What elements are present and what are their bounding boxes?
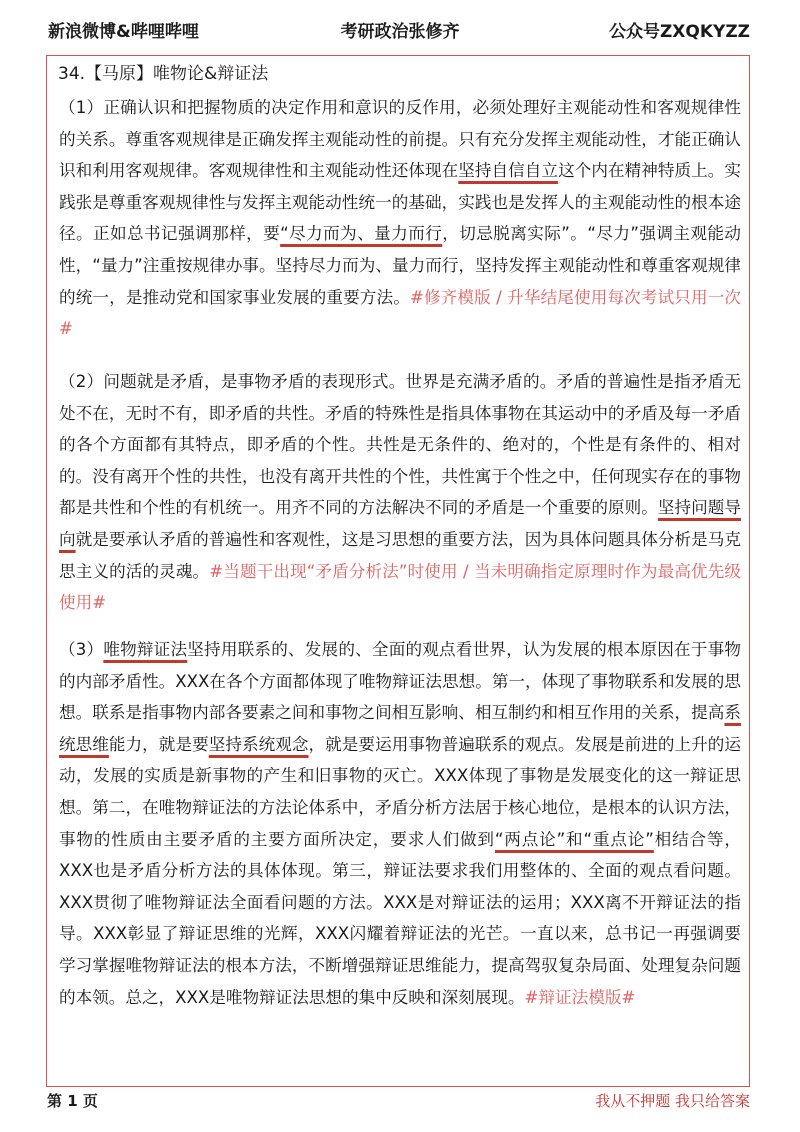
underlined-phrase: 唯物辩证法 bbox=[103, 640, 188, 659]
paragraph-3 bbox=[59, 634, 741, 1013]
header-left: 新浪微博&哔哩哔哩 bbox=[48, 22, 199, 42]
header-center: 考研政治张修齐 bbox=[340, 22, 460, 42]
template-note: #辩证法模版# bbox=[524, 987, 636, 1007]
text-segment: 坚持用联系的、发展的、全面的观点看世界，认为发展的根本原因在于事物的内部矛盾性。XXX在各个方面都体现了唯物辩证法思想。第一，体现了事物联系和发展的思想。联系是指事物内部各要素之间和事物之间相互影响、相互制约和相互作用的关系，提高 bbox=[59, 640, 742, 723]
underlined-phrase: 坚持自信自立 bbox=[458, 161, 559, 181]
page-number: 第 1 页 bbox=[47, 1092, 98, 1110]
text-segment: 就是要承认矛盾的普遍性和客观性，这是习思想的重要方法，因为具体问题具体分析是马克思主义的活的灵魂。 bbox=[59, 529, 742, 581]
underlined-phrase: 系统思维 bbox=[59, 703, 741, 754]
text-segment: 能力，就是要 bbox=[108, 734, 209, 754]
paragraph-2 bbox=[59, 366, 741, 619]
text-segment: 相结合等，XXX也是矛盾分析方法的具体体现。第三，辩证法要求我们用整体的、全面的观点看问题。XXX贯彻了唯物辩证法全面看问题的方法。XXX是对辩证法的运用；XXX离不开辩证法的指导。XXX彰显了辩证思维的光辉，XXX闪耀着辩证法的光芒。一直以来，总书记一再强调要学习掌握唯物辩证法的根本方法，不断增强辩证思维能力，提高驾驭复杂局面、处理复杂问题的本领。总之，XXX是唯物辩证法思想的集中反映和深刻展现。 bbox=[59, 829, 742, 1007]
footer-slogan: 我从不押题 我只给答案 bbox=[595, 1092, 750, 1110]
text-segment: 这个内在精神特质上。实践张是尊重客观规律性与发挥主观能动性统一的基础，实践也是发挥人的主观能动性的根本途径。正如总书记强调那样，要 bbox=[59, 161, 742, 244]
text-segment: ，就是要运用事物普遍联系的观点。发展是前进的上升的运动，发展的实质是新事物的产生和旧事物的灭亡。XXX体现了事物是发展变化的这一辩证思想。第二，在唯物辩证法的方法论体系中，矛盾分析方法居于核心地位，是根本的认识方法，事物的性质由主要矛盾的主要方面所决定，要求人们做到 bbox=[59, 734, 742, 849]
text-segment: （3） bbox=[59, 640, 104, 659]
underlined-phrase: “两点论”和“重点论” bbox=[494, 829, 654, 849]
text-segment: （1）正确认识和把握物质的决定作用和意识的反作用，必须处理好主观能动性和客观规律性的关系。尊重客观规律是正确发挥主观能动性的前提。只有充分发挥主观能动性，才能正确认识和利用客观规律。客观规律性和主观能动性还体现在 bbox=[59, 98, 741, 181]
template-note: #当题干出现“矛盾分析法”时使用 / 当未明确指定原理时作为最高优先级使用# bbox=[59, 561, 741, 613]
underlined-phrase: 坚持系统观念 bbox=[208, 734, 309, 754]
template-note: #修齐模版 / 升华结尾使用每次考试只用一次# bbox=[59, 287, 742, 339]
text-segment: （2）问题就是矛盾，是事物矛盾的表现形式。世界是充满矛盾的。矛盾的普遍性是指矛盾无处不在，无时不有，即矛盾的共性。矛盾的特殊性是指具体事物在其运动中的矛盾及每一矛盾的各个方面都有其特点，即矛盾的个性。共性是无条件的、绝对的，个性是有条件的、相对的。没有离开个性的共性，也没有离开共性的个性，共性寓于个性之中，任何现实存在的事物都是共性和个性的有机统一。用齐不同的方法解决不同的矛盾是一个重要的原则。 bbox=[59, 372, 741, 518]
underlined-phrase: 坚持问题导向 bbox=[59, 498, 742, 549]
text-segment: ，切忌脱离实际”。“尽力”强调主观能动性，“量力”注重按规律办事。坚持尽力而为、量力而行，坚持发挥主观能动性和尊重客观规律的统一，是推动党和国家事业发展的重要方法。 bbox=[59, 224, 742, 307]
underlined-phrase: “尽力而为、量力而行 bbox=[280, 224, 443, 244]
header-right: 公众号ZXQKYZZ bbox=[608, 22, 750, 42]
question-title: 34.【马原】唯物论&辩证法 bbox=[58, 64, 269, 84]
paragraph-1 bbox=[59, 92, 741, 345]
